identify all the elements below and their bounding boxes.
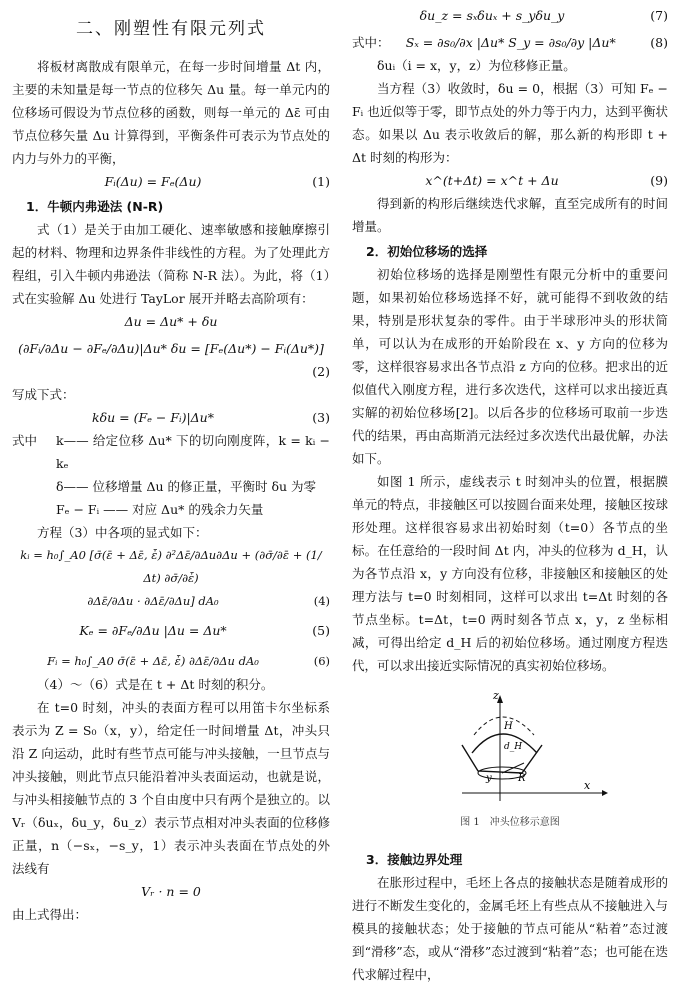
paragraph: 得到新的构形后继续迭代求解，直至完成所有的时间增量。 bbox=[352, 196, 668, 234]
subsection-heading: 2．初始位移场的选择 bbox=[366, 244, 488, 259]
paragraph: 式（1）是关于由加工硬化、速率敏感和接触摩擦引起的材料、物理和边界条件非线性的方程。为了处理此方程组，引入牛顿内弗逊法（简称 N-R 法）。为此，将（1）式在实验解 Δu 处进行 TayLor 展开并略去高阶项有： bbox=[12, 222, 330, 306]
label-x: x bbox=[584, 779, 591, 792]
equation bbox=[12, 360, 330, 383]
equation-body: (∂Fᵢ/∂Δu − ∂Fₑ/∂Δu)|Δu* δu = [Fₑ(Δu*) − Fᵢ(Δu*)] bbox=[18, 341, 324, 356]
paragraph: （4）～（6）式是在 t + Δt 时刻的积分。 bbox=[37, 677, 274, 692]
subsection-heading: 3．接触边界处理 bbox=[366, 852, 463, 867]
section-title: 二、刚塑性有限元列式 bbox=[76, 19, 266, 39]
equation-number: (9) bbox=[650, 173, 668, 188]
figure-caption: 图 1 冲头位移示意图 bbox=[460, 817, 560, 828]
paragraph: 如图 1 所示，虚线表示 t 时刻冲头的位置，根据膜单元的特点，非接触区可以按圆台面来处理，接触区按球形处理。这样很容易求出初始时刻（t=0）各节点的坐标。在任意给的一段时间 Δt 内，冲头的位移为 d_H，认为各节点沿 x，y 方向没有位移，非接触区和接触区的处理方法与 t=0 时刻相同，这样可以求出 t=Δt 时刻的各节点坐标。t=Δt，t=0 两时刻各节点 x，y，z 坐标相减，可得出给定 d_H 后的初始位移场。通过刚度方程迭代，可以求出接近实际情况的真实初始位移场。 bbox=[352, 474, 668, 673]
label-y: y bbox=[486, 773, 492, 784]
paragraph: 在胀形过程中，毛坯上各点的接触状态是随着成形的进行不断发生变化的，金属毛坯上有些点从不接触进入与模具的接触状态；处于接触的节点可能从“粘着”态过渡到“滑移”态，或从“滑移”态过渡到“粘着”态；也可能在迭代求解过程中， bbox=[352, 875, 668, 982]
blank-contact-outline bbox=[462, 745, 542, 773]
equation-number: (6) bbox=[313, 654, 330, 668]
equation bbox=[12, 590, 330, 613]
equation-number: (2) bbox=[312, 364, 330, 379]
definition-item: δ—— 位移增量 Δu 的修正量，平衡时 δu 为零 bbox=[56, 479, 317, 494]
equation bbox=[12, 406, 330, 429]
radius-line bbox=[502, 763, 524, 773]
equation bbox=[12, 880, 330, 903]
equation-body: Δu = Δu* + δu bbox=[124, 314, 218, 329]
label-h: H bbox=[504, 721, 513, 732]
equation bbox=[12, 337, 330, 360]
paragraph: 由上式得出： bbox=[12, 907, 88, 922]
equation-number: (3) bbox=[312, 410, 330, 425]
paragraph: 将板材离散成有限单元，在每一步时间增量 Δt 内，主要的未知量是每一节点的位移矢 Δu 量。每一单元内的位移场可假设为节点位移的函数，则每一单元的 Δε̄ 可由节点位移矢量 Δu 计算得到，平衡条件可表示为节点处的内力与外力的平衡， bbox=[12, 59, 330, 166]
equation-label: 式中： bbox=[352, 35, 390, 50]
punch-diagram-svg bbox=[352, 685, 668, 805]
paragraph: 初始位移场的选择是刚塑性有限元分析中的重要问题，如果初始位移场选择不好，就可能得不到收敛的结果，特别是形状复杂的零件。由于半球形冲头的形状简单，可以认为在成形的开始阶段在 x、y 方向的位移为零，这样很容易求出各节点沿 z 方向的位移。把求出的近似值代入刚度方程，进行多次迭代，这样可以求出接近真实解的初始位移场[2]。以后各步的位移场可取前一步迭代的结果，再由高斯消元法经过多次迭代出最优解，办法如下。 bbox=[352, 267, 668, 466]
paragraph: 当方程（3）收敛时，δu = 0，根据（3）可知 Fₑ − Fᵢ 也近似等于零，即节点处的外力等于内力，达到平衡状态。如果以 Δu 表示收敛后的解，那么新的构形即 t + Δt 时刻的构形为： bbox=[352, 81, 668, 165]
left-column bbox=[12, 0, 330, 926]
label-dh: d_H bbox=[504, 742, 523, 752]
definition-item: Fₑ − Fᵢ —— 对应 Δu* 的残余力矢量 bbox=[56, 502, 264, 517]
equation-body: Fᵢ(Δu) = Fₑ(Δu) bbox=[104, 174, 202, 189]
definition-list bbox=[12, 429, 330, 521]
equation-body: Fᵢ = h₀∫_A0 σ̄(ε̄ + Δε̄, ε̇̄) ∂Δε̄/∂Δu dA₀ bbox=[47, 654, 259, 668]
equation bbox=[12, 310, 330, 333]
equation-body: δu_z = sₓδuₓ + s_yδu_y bbox=[419, 8, 565, 23]
equation bbox=[352, 4, 668, 27]
x-axis-arrow bbox=[602, 790, 608, 796]
label-r: R bbox=[518, 773, 526, 784]
equation-number: (8) bbox=[650, 35, 668, 50]
equation-body: kδu = (Fₑ − Fᵢ)|Δu* bbox=[92, 410, 214, 425]
equation bbox=[12, 619, 330, 642]
right-column bbox=[352, 0, 668, 986]
equation-number: (7) bbox=[650, 8, 668, 23]
equation-number: (5) bbox=[312, 623, 330, 638]
equation-body: Sₓ = ∂s₀/∂x |Δu* S_y = ∂s₀/∂y |Δu* bbox=[405, 35, 616, 50]
label-z: z bbox=[493, 689, 499, 702]
definition-item: k—— 给定位移 Δu* 下的切向刚度阵，k = kᵢ − kₑ bbox=[56, 433, 330, 471]
paragraph: 方程（3）中各项的显式如下： bbox=[37, 525, 208, 540]
equation-body: x^(t+Δt) = x^t + Δu bbox=[425, 173, 559, 188]
equation-body: Vᵣ · n = 0 bbox=[141, 884, 201, 899]
where-label: 式中 bbox=[12, 433, 38, 448]
equation bbox=[352, 169, 668, 192]
equation-body: kᵢ = h₀∫_A0 [σ̄(ε̄ + Δε̄, ε̇̄) ∂²Δε̄/∂Δu∂Δu + (∂σ̄/∂ε̄ + (1/Δt) ∂σ̄/∂ε̇̄) bbox=[20, 548, 322, 585]
equation bbox=[12, 170, 330, 193]
paragraph: 写成下式： bbox=[12, 387, 75, 402]
paragraph: 在 t=0 时刻，冲头的表面方程可以用笛卡尔坐标系表示为 Z = S₀（x，y），给定任一时间增量 Δt，冲头只沿 Z 向运动，此时有些节点可能与冲头接触，一旦节点与冲头接触，则此节点只能沿着冲头表面运动，也就是说，与冲头相接触节点的 3 个自由度中只有两个是独立的。以 Vᵣ（δuₓ，δu_y，δu_z）表示节点相对冲头表面的位移修正量，n（−sₓ，−s_y，1）表示冲头表面在节点处的外法线有 bbox=[12, 700, 330, 876]
equation bbox=[352, 31, 668, 54]
subsection-heading: 1．牛顿内弗逊法 (N-R) bbox=[26, 199, 164, 214]
equation-number: (4) bbox=[313, 594, 330, 608]
equation bbox=[12, 544, 330, 590]
equation-number: (1) bbox=[312, 174, 330, 189]
figure-punch-diagram bbox=[352, 685, 668, 805]
equation-body: ∂Δε̄/∂Δu · ∂Δε̄/∂Δu] dA₀ bbox=[87, 594, 219, 608]
equation bbox=[12, 650, 330, 673]
paragraph: δuᵢ（i = x，y，z）为位移修正量。 bbox=[377, 58, 576, 73]
equation-body: Kₑ = ∂Fₑ/∂Δu |Δu = Δu* bbox=[79, 623, 227, 638]
